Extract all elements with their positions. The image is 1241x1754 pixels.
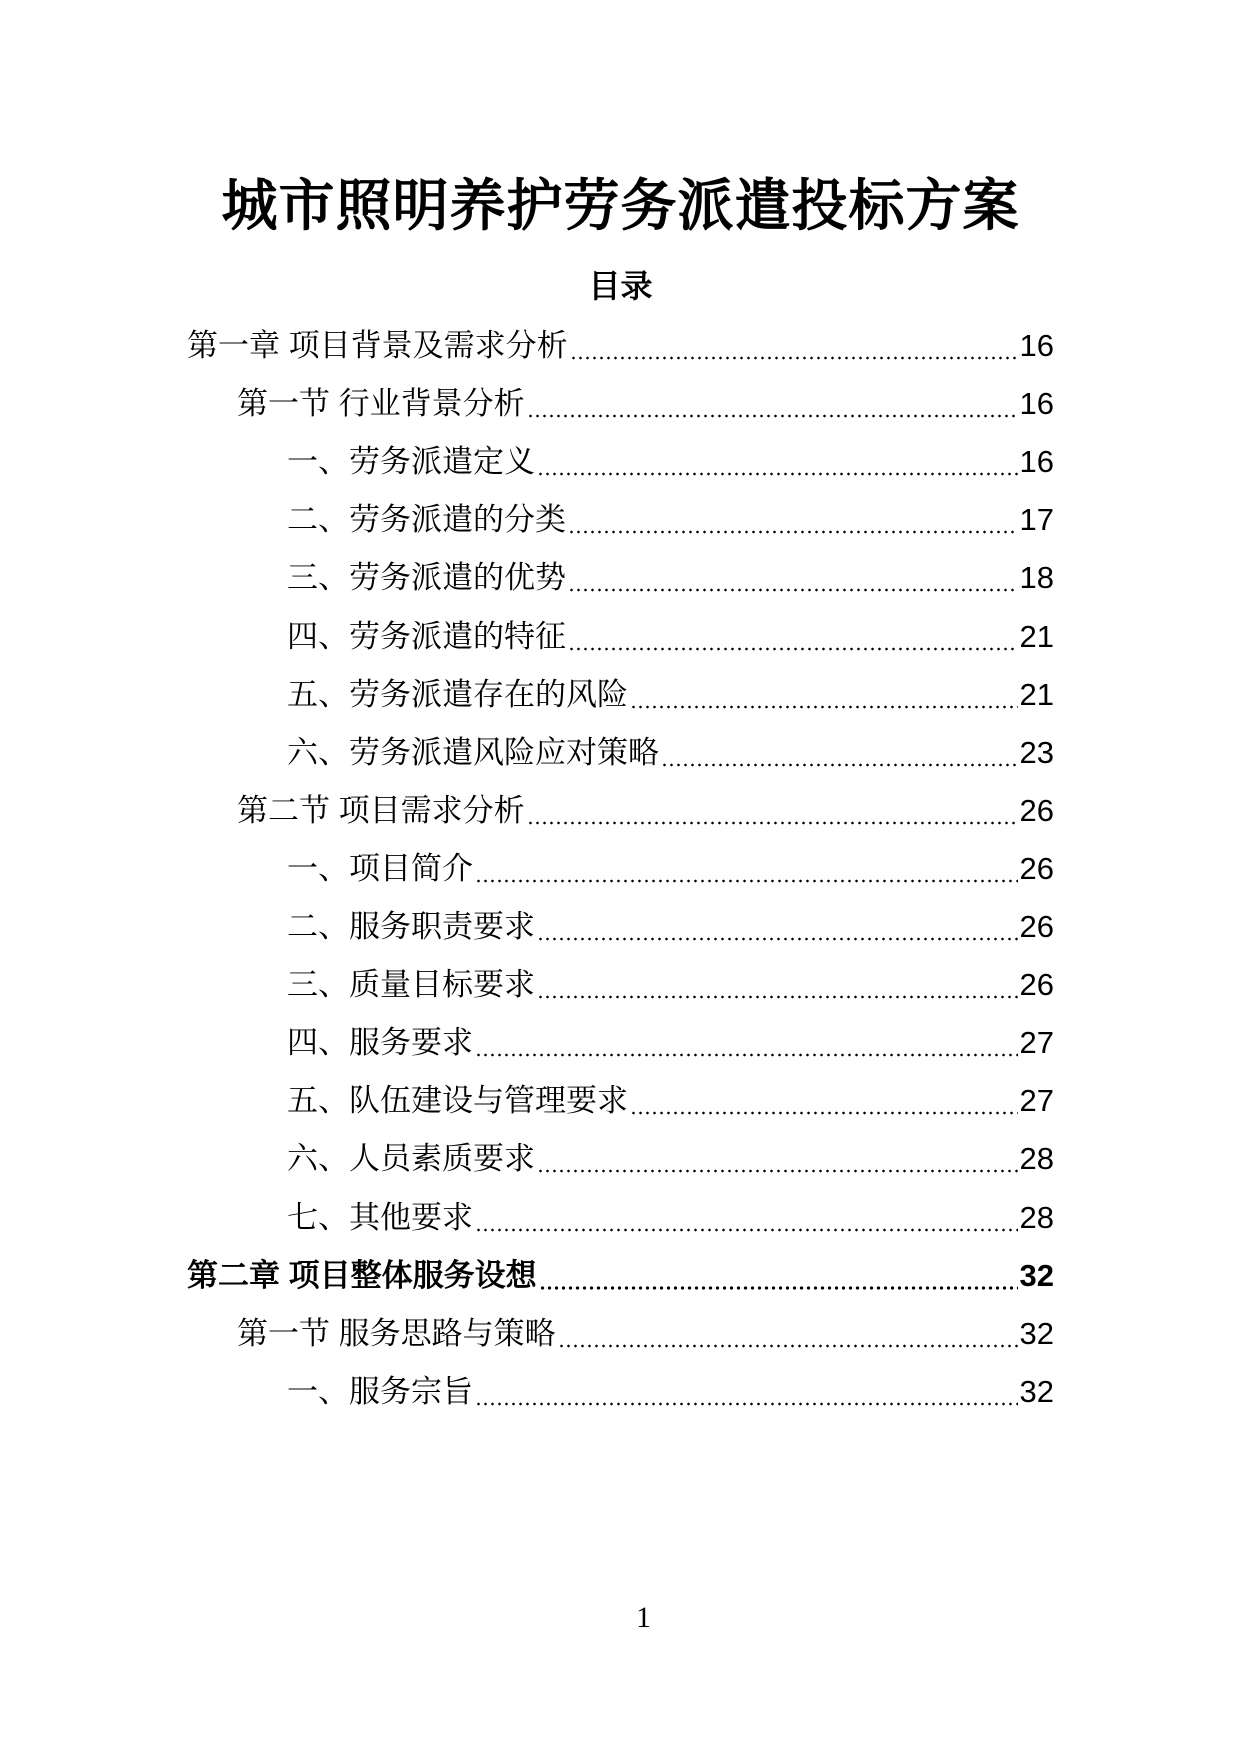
toc-entry[interactable] bbox=[287, 1194, 1054, 1242]
toc-dot-leader bbox=[527, 414, 1018, 418]
toc-dot-leader bbox=[630, 705, 1018, 709]
toc-entry[interactable] bbox=[287, 613, 1054, 661]
toc-entry-title: 七、其他要求 bbox=[287, 1199, 473, 1235]
toc-entry[interactable] bbox=[287, 729, 1054, 777]
toc-entry-title: 六、人员素质要求 bbox=[287, 1141, 535, 1177]
page-number: 1 bbox=[636, 1601, 651, 1634]
toc-dot-leader bbox=[537, 472, 1018, 476]
toc-dot-leader bbox=[537, 937, 1018, 941]
toc-entry-page: 16 bbox=[1019, 444, 1054, 480]
toc-entry[interactable] bbox=[287, 438, 1054, 486]
toc-dot-leader bbox=[570, 356, 1018, 360]
toc-dot-leader bbox=[630, 1111, 1018, 1115]
toc-entry-page: 21 bbox=[1019, 618, 1054, 654]
toc-dot-leader bbox=[558, 1344, 1018, 1348]
toc-entry-page: 32 bbox=[1019, 1315, 1054, 1351]
toc-entry-title: 三、质量目标要求 bbox=[287, 967, 535, 1003]
toc-dot-leader bbox=[537, 1169, 1018, 1173]
toc-entry-title: 一、服务宗旨 bbox=[287, 1373, 473, 1409]
toc-entry[interactable] bbox=[187, 322, 1054, 370]
toc-dot-leader bbox=[475, 1053, 1018, 1057]
toc-heading: 目录 bbox=[588, 268, 653, 304]
toc-entry-title: 第二章 项目整体服务设想 bbox=[187, 1257, 537, 1293]
toc-dot-leader bbox=[475, 1228, 1018, 1232]
toc-entry-page: 26 bbox=[1019, 792, 1054, 828]
toc-entry[interactable] bbox=[237, 787, 1054, 835]
toc-entry[interactable] bbox=[187, 1252, 1054, 1300]
toc-entry-page: 26 bbox=[1019, 909, 1054, 944]
toc-entry[interactable] bbox=[237, 1310, 1054, 1358]
toc-dot-leader bbox=[568, 647, 1018, 651]
toc-entry-title: 六、劳务派遣风险应对策略 bbox=[287, 734, 659, 770]
toc-entry-page: 23 bbox=[1019, 734, 1054, 770]
toc-entry-title: 三、劳务派遣的优势 bbox=[287, 560, 566, 596]
toc-dot-leader bbox=[539, 1286, 1018, 1290]
toc-entry-page: 16 bbox=[1019, 328, 1054, 363]
toc-entry-page: 26 bbox=[1019, 850, 1054, 886]
toc-entry-page: 27 bbox=[1019, 1083, 1054, 1119]
toc-entry-page: 18 bbox=[1019, 560, 1054, 596]
toc-dot-leader bbox=[537, 995, 1018, 999]
toc-entry-title: 第一节 服务思路与策略 bbox=[237, 1315, 556, 1351]
toc-entry-page: 26 bbox=[1019, 967, 1054, 1003]
toc-entry-title: 一、项目简介 bbox=[287, 850, 473, 886]
toc-entry-title: 第二节 项目需求分析 bbox=[237, 792, 525, 828]
toc-entry-title: 第一章 项目背景及需求分析 bbox=[187, 328, 568, 363]
toc-entry-title: 五、劳务派遣存在的风险 bbox=[287, 676, 628, 712]
toc-entry-page: 27 bbox=[1019, 1025, 1054, 1061]
toc-dot-leader bbox=[568, 530, 1018, 534]
toc-entry[interactable] bbox=[287, 496, 1054, 544]
toc-entry[interactable] bbox=[287, 903, 1054, 951]
toc-entry[interactable] bbox=[287, 1077, 1054, 1125]
toc-dot-leader bbox=[568, 588, 1018, 592]
toc-dot-leader bbox=[661, 763, 1018, 767]
toc-entry-page: 28 bbox=[1019, 1199, 1054, 1235]
toc-entry[interactable] bbox=[287, 1019, 1054, 1067]
toc-entry[interactable] bbox=[287, 554, 1054, 602]
toc-entry[interactable] bbox=[237, 380, 1054, 428]
toc-entry[interactable] bbox=[287, 1368, 1054, 1416]
toc-entry-title: 二、服务职责要求 bbox=[287, 909, 535, 944]
toc-entry-title: 四、服务要求 bbox=[287, 1025, 473, 1061]
toc-entry-title: 一、劳务派遣定义 bbox=[287, 444, 535, 480]
toc-entry-title: 第一节 行业背景分析 bbox=[237, 386, 525, 422]
toc-entry-page: 21 bbox=[1019, 676, 1054, 712]
toc-dot-leader bbox=[527, 821, 1018, 825]
toc-entry-page: 32 bbox=[1019, 1373, 1054, 1409]
toc-entry-page: 28 bbox=[1019, 1141, 1054, 1177]
toc-entry-title: 二、劳务派遣的分类 bbox=[287, 502, 566, 538]
toc-entry-page: 16 bbox=[1019, 386, 1054, 422]
toc-dot-leader bbox=[475, 879, 1018, 883]
toc-entry-page: 32 bbox=[1019, 1257, 1054, 1293]
toc-entry[interactable] bbox=[287, 845, 1054, 893]
toc-entry-title: 五、队伍建设与管理要求 bbox=[287, 1083, 628, 1119]
toc-entry-title: 四、劳务派遣的特征 bbox=[287, 618, 566, 654]
toc-entry[interactable] bbox=[287, 1135, 1054, 1183]
toc-dot-leader bbox=[475, 1402, 1018, 1406]
toc-entry[interactable] bbox=[287, 961, 1054, 1009]
toc-entry-page: 17 bbox=[1019, 502, 1054, 538]
toc-entry[interactable] bbox=[287, 671, 1054, 719]
document-title: 城市照明养护劳务派遣投标方案 bbox=[221, 174, 1020, 237]
